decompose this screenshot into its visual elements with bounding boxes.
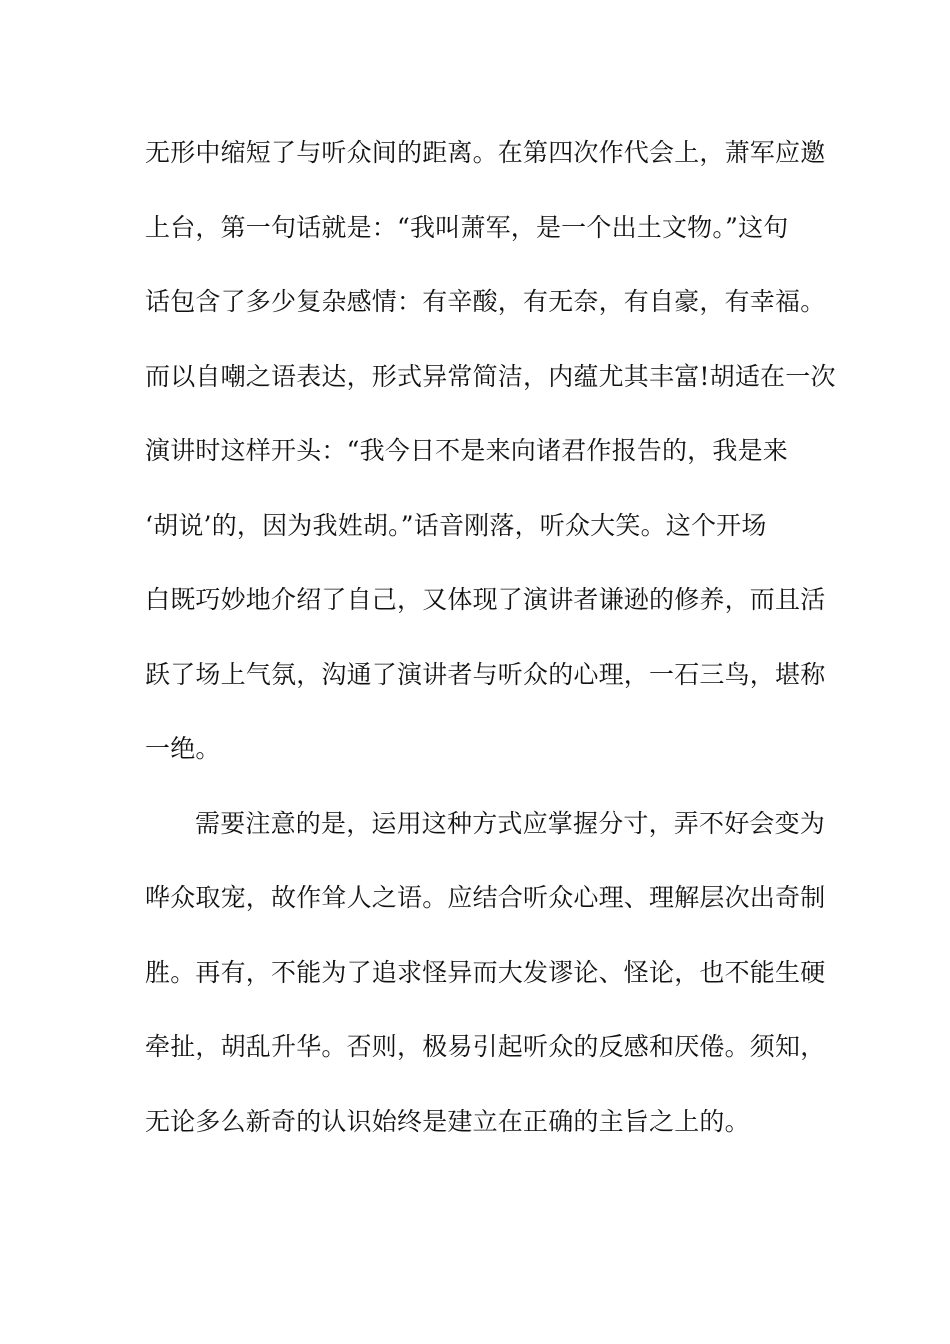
text-line: 无形中缩短了与听众间的距离。在第四次作代会上，萧军应邀 — [145, 138, 826, 167]
text-line: 演讲时这样开头：“我今日不是来向诸君作报告的，我是来 — [145, 436, 788, 465]
text-line: 而以自嘲之语表达，形式异常简洁，内蕴尤其丰富!胡适在一次 — [145, 361, 836, 391]
text-line: 胜。再有，不能为了追求怪异而大发谬论、怪论，也不能生硬 — [145, 957, 826, 987]
paragraph-start-line: 需要注意的是，运用这种方式应掌握分寸，弄不好会变为 — [195, 808, 826, 838]
text-line: 哗众取宠，故作耸人之语。应结合听众心理、理解层次出奇制 — [145, 883, 826, 912]
text-line: 上台，第一句话就是：“我叫萧军，是一个出土文物。”这句 — [145, 212, 789, 242]
text-line: 白既巧妙地介绍了自己，又体现了演讲者谦逊的修养，而且活 — [145, 585, 826, 614]
text-line: 一绝。 — [145, 734, 221, 763]
text-line: 跃了场上气氛，沟通了演讲者与听众的心理，一石三鸟，堪称 — [145, 659, 826, 689]
text-line: ‘胡说’的，因为我姓胡。”话音刚落，听众大笑。这个开场 — [145, 510, 767, 540]
text-line: 无论多么新奇的认识始终是建立在正确的主旨之上的。 — [145, 1106, 750, 1136]
text-line: 话包含了多少复杂感情：有辛酸，有无奈，有自豪，有幸福。 — [145, 287, 826, 316]
text-line: 牵扯，胡乱升华。否则，极易引起听众的反感和厌倦。须知， — [145, 1032, 826, 1061]
body-text — [145, 128, 836, 1171]
